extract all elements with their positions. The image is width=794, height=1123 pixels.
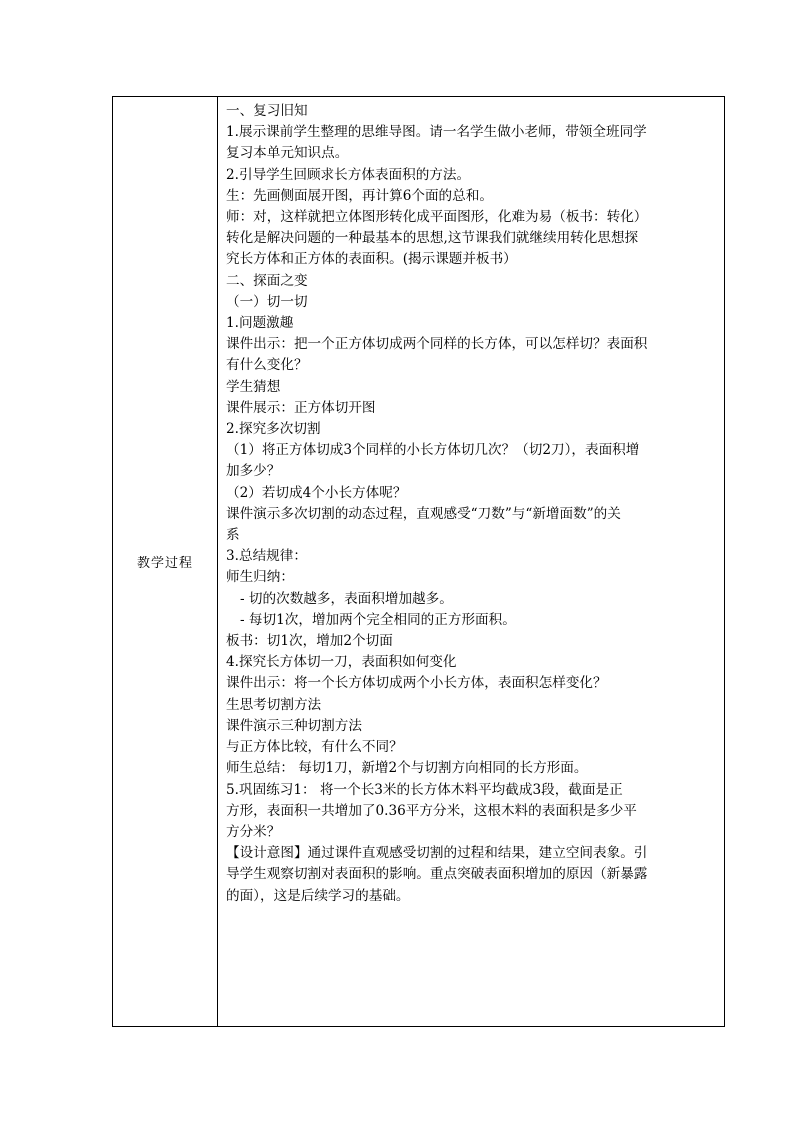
- content-line: 有什么变化？: [226, 357, 308, 374]
- content-line: 3.总结规律：: [226, 548, 307, 565]
- content-line: 课件出示：把一个正方体切成两个同样的长方体，可以怎样切？表面积: [226, 336, 648, 353]
- content-line: - 切的次数越多，表面积增加越多。: [240, 590, 453, 607]
- content-line: 加多少？: [226, 463, 281, 480]
- content-line: 究长方体和正方体的表面积。(揭示课题并板书）: [226, 251, 517, 268]
- content-line: （1）将正方体切成3个同样的小长方体切几次？（切2刀），表面积增: [226, 442, 640, 459]
- content-line: 转化是解决问题的一种最基本的思想,这节课我们就继续用转化思想探: [226, 230, 639, 247]
- content-line: 1.展示课前学生整理的思维导图。请一名学生做小老师，带领全班同学: [226, 124, 647, 141]
- content-line: 1.问题激趣: [226, 315, 294, 332]
- content-line: 课件展示：正方体切开图: [226, 399, 376, 416]
- content-line: 课件演示三种切割方法: [226, 717, 362, 734]
- content-line: 5.巩固练习1： 将一个长3米的长方体木料平均截成3段，截面是正: [226, 781, 623, 798]
- content-lines: [226, 101, 718, 907]
- content-line: 生：先画侧面展开图，再计算6个面的总和。: [226, 187, 493, 204]
- content-line: 板书：切1次，增加2个切面: [226, 633, 393, 650]
- content-line: 学生猜想: [226, 378, 281, 395]
- content-line: 师生归纳：: [226, 569, 294, 586]
- content-line: 导学生观察切割对表面积的影响。重点突破表面积增加的原因（新暴露: [226, 866, 648, 883]
- content-line: 2.引导学生回顾求长方体表面积的方法。: [226, 166, 471, 183]
- content-cell: [218, 97, 725, 1027]
- content-line: 师生总结： 每切1刀，新增2个与切割方向相同的长方形面。: [226, 760, 588, 777]
- content-line: 2.探究多次切割: [226, 421, 321, 438]
- content-line: 方形，表面积一共增加了0.36平方分米，这根木料的表面积是多少平: [226, 802, 637, 819]
- content-line: 师：对，这样就把立体图形转化成平面图形，化难为易（板书：转化）: [226, 209, 648, 226]
- content-line: （2）若切成4个小长方体呢？: [226, 484, 407, 501]
- content-line: 方分米？: [226, 823, 281, 840]
- content-line: 二、探面之变: [226, 272, 308, 289]
- row-label: 教学过程: [136, 556, 193, 571]
- content-line: 课件演示多次切割的动态过程，直观感受“刀数”与“新增面数”的关: [226, 505, 621, 522]
- content-line: 生思考切割方法: [226, 696, 322, 713]
- row-label-cell: [113, 97, 218, 1027]
- content-line: 课件出示：将一个长方体切成两个小长方体，表面积怎样变化？: [226, 675, 607, 692]
- content-line: 4.探究长方体切一刀，表面积如何变化: [226, 654, 457, 671]
- content-line: 的面），这是后续学习的基础。: [226, 887, 410, 904]
- content-line: - 每切1次，增加两个完全相同的正方形面积。: [240, 611, 516, 628]
- lesson-plan-table: [112, 96, 725, 1027]
- table-row: [113, 97, 725, 1027]
- content-line: 与正方体比较，有什么不同？: [226, 739, 403, 756]
- content-line: （一）切一切: [226, 293, 308, 310]
- content-line: 【设计意图】通过课件直观感受切割的过程和结果，建立空间表象。引: [226, 845, 648, 862]
- content-line: 复习本单元知识点。: [226, 145, 349, 162]
- content-line: 一、复习旧知: [226, 103, 308, 119]
- content-line: 系: [226, 527, 240, 544]
